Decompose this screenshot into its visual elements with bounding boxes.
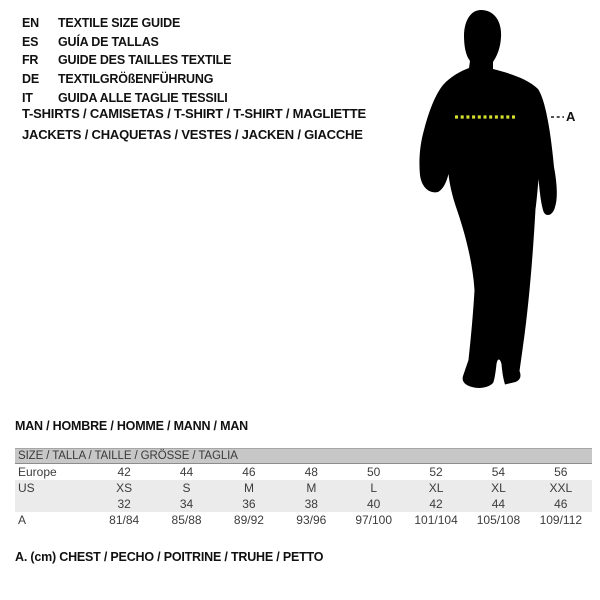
table-cell: S (182, 481, 191, 495)
table-cell: 48 (304, 465, 318, 479)
table-cell: 50 (367, 465, 381, 479)
table-cell: 93/96 (296, 513, 327, 527)
table-cell: 44 (491, 497, 506, 511)
size-table-header: SIZE / TALLA / TAILLE / GRÖSSE / TAGLIA (15, 448, 592, 464)
table-cell: 56 (554, 465, 568, 479)
language-label: GUIDE DES TAILLES TEXTILE (58, 53, 232, 68)
table-cell: 36 (242, 497, 256, 511)
row-label: US (18, 481, 35, 495)
language-label: GUIDA ALLE TAGLIE TESSILI (58, 90, 228, 105)
table-cell: XL (491, 481, 506, 495)
table-row-chest-a (15, 512, 592, 528)
language-code: ES (22, 34, 39, 49)
table-cell: 105/108 (476, 513, 521, 527)
table-cell: 101/104 (414, 513, 458, 527)
table-cell: L (370, 481, 378, 495)
row-label (15, 496, 93, 512)
table-cell: 81/84 (109, 513, 140, 527)
language-row (22, 33, 231, 52)
table-cell: 97/100 (355, 513, 393, 527)
language-code: DE (22, 72, 39, 87)
table-cell: 40 (367, 497, 381, 511)
table-cell: XL (428, 481, 444, 495)
table-cell: 44 (179, 465, 194, 479)
garment-categories (22, 103, 366, 145)
table-row-us (15, 480, 592, 496)
table-row-us-numeric (15, 496, 592, 512)
language-code: FR (22, 53, 39, 68)
language-code: EN (22, 16, 39, 31)
language-code: IT (22, 90, 33, 105)
language-label: GUÍA DE TALLAS (58, 34, 159, 49)
table-row-europe (15, 464, 592, 480)
language-label: TEXTILE SIZE GUIDE (58, 16, 181, 31)
table-cell: 34 (179, 497, 194, 511)
table-cell: 46 (554, 497, 568, 511)
size-table (15, 448, 592, 528)
row-label: A (18, 513, 27, 527)
table-cell: 32 (117, 497, 131, 511)
section-title-man: MAN / HOMBRE / HOMME / MANN / MAN (15, 419, 248, 433)
table-cell: 109/112 (539, 513, 583, 527)
table-cell: 46 (242, 465, 256, 479)
table-cell: 85/88 (171, 513, 202, 527)
table-cell: M (243, 481, 254, 495)
table-cell: 42 (117, 465, 131, 479)
table-cell: 42 (429, 497, 443, 511)
row-label: Europe (18, 465, 57, 479)
table-cell: XXL (549, 481, 573, 495)
table-cell: 89/92 (233, 513, 264, 527)
table-cell: XS (116, 481, 133, 495)
category-line-jackets: JACKETS / CHAQUETAS / VESTES / JACKEN / GIACCHE (22, 127, 363, 142)
language-row (22, 70, 231, 89)
table-cell: 38 (304, 497, 318, 511)
footnote-chest: A. (cm) CHEST / PECHO / POITRINE / TRUHE / PETTO (15, 550, 324, 564)
language-row (22, 14, 231, 33)
language-row (22, 51, 231, 70)
table-cell: 54 (491, 465, 506, 479)
language-label: TEXTILGRÖßENFÜHRUNG (58, 72, 214, 87)
measurement-label-a: A (566, 109, 576, 124)
language-list (22, 14, 231, 107)
man-body-shape (419, 10, 556, 388)
table-cell: M (306, 481, 317, 495)
category-line-tshirts: T-SHIRTS / CAMISETAS / T-SHIRT / T-SHIRT / MAGLIETTE (22, 106, 366, 121)
table-cell: 52 (429, 465, 443, 479)
man-silhouette (405, 8, 565, 393)
